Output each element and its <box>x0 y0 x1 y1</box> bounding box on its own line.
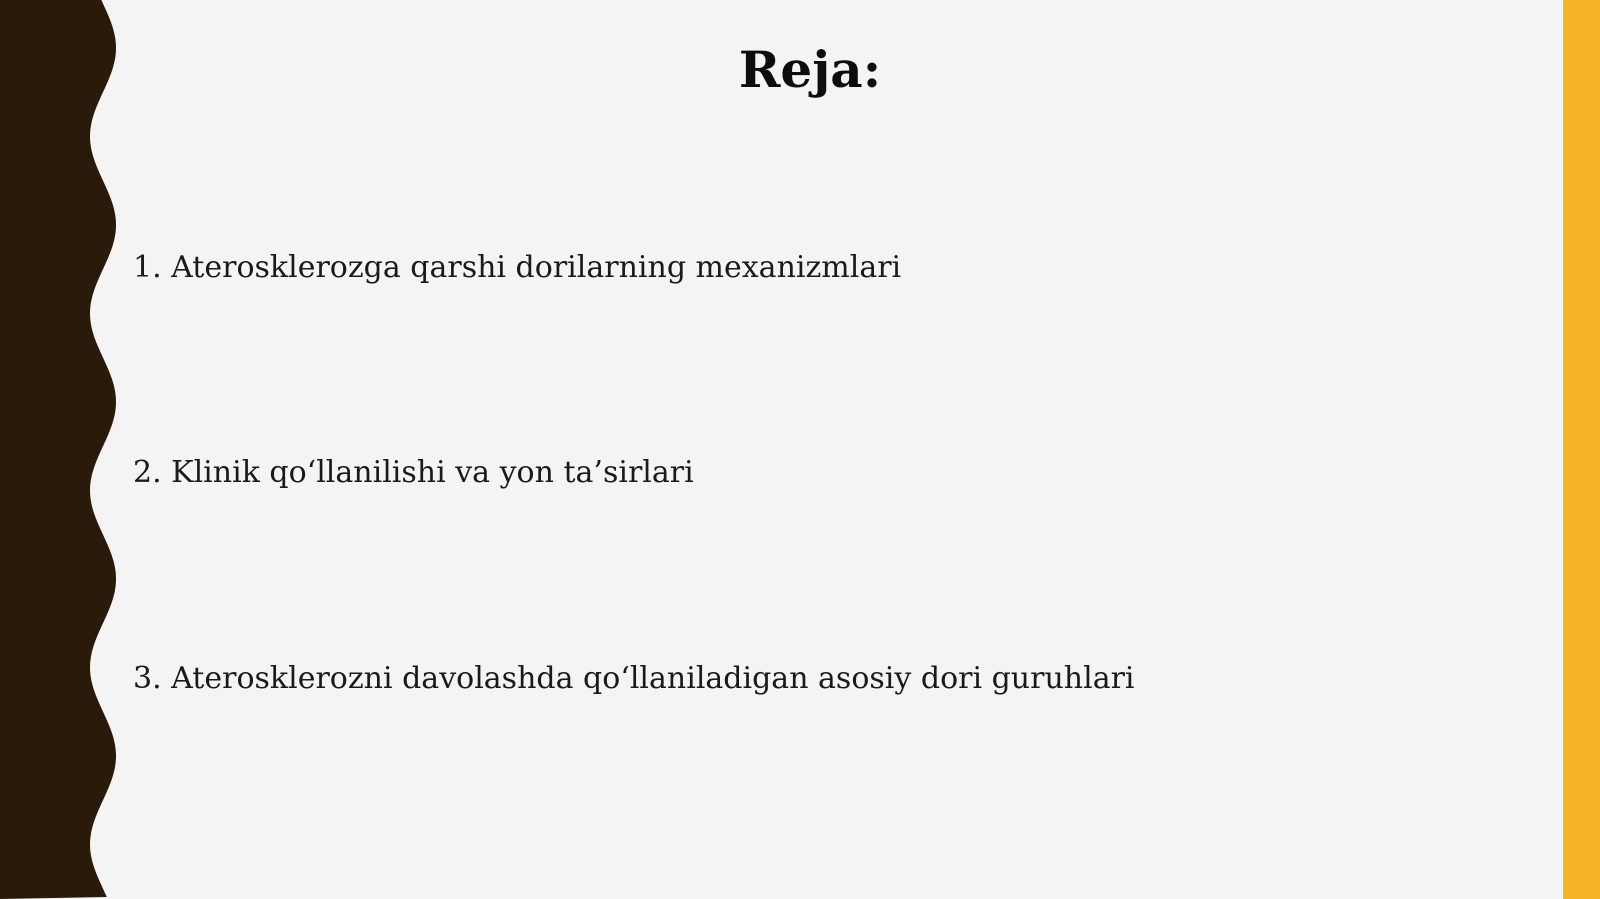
plan-item-number: 1. <box>133 250 162 285</box>
plan-item <box>133 661 1135 697</box>
wave-shape <box>0 0 116 899</box>
wavy-border-decoration <box>0 0 130 899</box>
plan-list <box>133 0 1533 899</box>
plan-item <box>133 250 901 286</box>
accent-bar-decoration <box>1563 0 1600 899</box>
plan-item-text: Aterosklerozni davolashda qo‘llaniladigan asosiy dori guruhlari <box>171 661 1135 696</box>
plan-item <box>133 455 694 491</box>
slide-title: Reja: <box>738 40 882 99</box>
plan-item-number: 2. <box>133 455 162 490</box>
accent-bar-fill <box>1563 0 1600 899</box>
plan-item-text: Klinik qo‘llanilishi va yon ta’sirlari <box>171 455 694 490</box>
plan-item-text: Aterosklerozga qarshi dorilarning mexanizmlari <box>171 250 902 285</box>
plan-item-number: 3. <box>133 661 162 696</box>
